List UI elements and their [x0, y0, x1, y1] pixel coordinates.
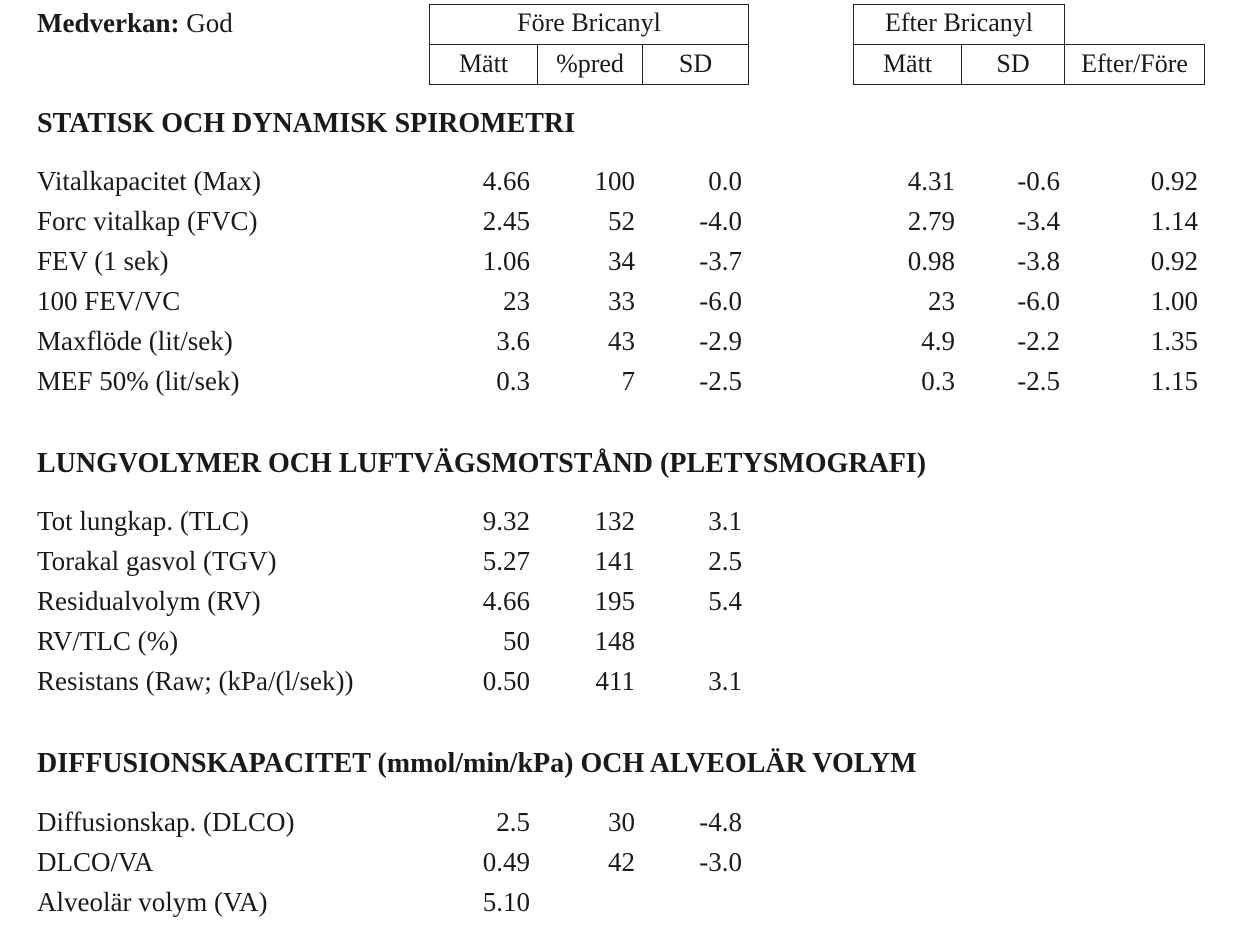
cell-pred: 411: [595, 666, 635, 696]
row-label: Maxflöde (lit/sek): [37, 326, 233, 356]
row-label: MEF 50% (lit/sek): [37, 366, 240, 396]
row-label: Alveolär volym (VA): [37, 887, 268, 917]
medverkan-line: [37, 7, 233, 39]
cell-after-matt: 4.31: [907, 166, 955, 196]
cell-matt: 2.5: [496, 807, 530, 837]
cell-matt: 0.49: [482, 847, 530, 877]
cell-after-matt: 2.79: [907, 206, 955, 236]
cell-sd: -6.0: [699, 286, 742, 316]
cell-after-matt: 0.98: [907, 246, 955, 276]
cell-sd: -2.9: [699, 326, 742, 356]
cell-matt: 4.66: [482, 586, 530, 616]
cell-matt: 3.6: [496, 326, 530, 356]
row-label: Vitalkapacitet (Max): [37, 166, 262, 196]
before-col-sd: SD: [678, 49, 713, 78]
cell-sd: -3.7: [699, 246, 742, 276]
cell-pred: 100: [594, 166, 635, 196]
cell-pred: 43: [608, 326, 635, 356]
cell-matt: 5.10: [482, 887, 530, 917]
cell-sd: 2.5: [708, 546, 742, 576]
cell-matt: 9.32: [482, 506, 530, 536]
cell-sd: -3.0: [699, 847, 742, 877]
cell-sd: 3.1: [708, 506, 742, 536]
cell-ratio: 1.14: [1150, 206, 1198, 236]
after-col-ratio: Efter/Före: [1081, 49, 1188, 78]
cell-pred: 30: [608, 807, 635, 837]
section-title-spirometry: STATISK OCH DYNAMISK SPIROMETRI: [37, 108, 576, 139]
row-label: Diffusionskap. (DLCO): [37, 807, 295, 837]
before-col-pred: %pred: [556, 49, 624, 78]
cell-after-sd: -2.5: [1017, 366, 1060, 396]
row-label: Resistans (Raw; (kPa/(l/sek)): [37, 666, 354, 696]
after-title: Efter Bricanyl: [885, 8, 1033, 37]
cell-after-matt: 4.9: [921, 326, 955, 356]
cell-pred: 141: [594, 546, 635, 576]
cell-pred: 195: [594, 586, 635, 616]
row-label: Torakal gasvol (TGV): [37, 546, 277, 576]
cell-pred: 34: [608, 246, 635, 276]
cell-after-sd: -3.8: [1017, 246, 1060, 276]
cell-matt: 23: [503, 286, 530, 316]
cell-sd: -2.5: [699, 366, 742, 396]
cell-matt: 0.3: [496, 366, 530, 396]
cell-sd: -4.0: [699, 206, 742, 236]
row-label: 100 FEV/VC: [37, 286, 181, 316]
row-label: DLCO/VA: [37, 847, 154, 877]
cell-ratio: 0.92: [1150, 166, 1198, 196]
before-title: Före Bricanyl: [517, 8, 661, 37]
cell-pred: 42: [608, 847, 635, 877]
cell-sd: 0.0: [708, 166, 742, 196]
row-label: Residualvolym (RV): [37, 586, 261, 616]
cell-matt: 4.66: [482, 166, 530, 196]
cell-after-matt: 0.3: [921, 366, 955, 396]
cell-ratio: 1.15: [1150, 366, 1198, 396]
cell-after-sd: -0.6: [1017, 166, 1060, 196]
medverkan-value: God: [186, 8, 233, 38]
cell-pred: 148: [594, 626, 635, 656]
section-title-lung-volumes: LUNGVOLYMER OCH LUFTVÄGSMOTSTÅND (PLETYSMOGRAFI): [37, 448, 927, 479]
after-col-matt: Mätt: [882, 49, 933, 78]
cell-after-matt: 23: [928, 286, 955, 316]
cell-matt: 1.06: [482, 246, 530, 276]
cell-pred: 33: [608, 286, 635, 316]
medverkan-label: Medverkan:: [37, 8, 180, 38]
cell-pred: 52: [608, 206, 635, 236]
after-col-sd: SD: [996, 49, 1030, 78]
cell-sd: 5.4: [708, 586, 742, 616]
cell-matt: 2.45: [482, 206, 530, 236]
before-col-matt: Mätt: [458, 49, 509, 78]
cell-after-sd: -3.4: [1017, 206, 1060, 236]
cell-sd: 3.1: [708, 666, 742, 696]
section-title-diffusion: DIFFUSIONSKAPACITET (mmol/min/kPa) OCH ALVEOLÄR VOLYM: [37, 748, 917, 779]
cell-matt: 0.50: [482, 666, 530, 696]
row-label: Tot lungkap. (TLC): [37, 506, 249, 536]
cell-matt: 5.27: [482, 546, 530, 576]
cell-ratio: 1.35: [1150, 326, 1198, 356]
cell-pred: 132: [594, 506, 635, 536]
row-label: FEV (1 sek): [37, 246, 169, 276]
cell-matt: 50: [503, 626, 530, 656]
row-label: RV/TLC (%): [37, 626, 179, 656]
cell-after-sd: -6.0: [1017, 286, 1060, 316]
cell-sd: -4.8: [699, 807, 742, 837]
cell-pred: 7: [621, 366, 635, 396]
cell-after-sd: -2.2: [1017, 326, 1060, 356]
cell-ratio: 1.00: [1150, 286, 1198, 316]
cell-ratio: 0.92: [1150, 246, 1198, 276]
row-label: Forc vitalkap (FVC): [37, 206, 258, 236]
